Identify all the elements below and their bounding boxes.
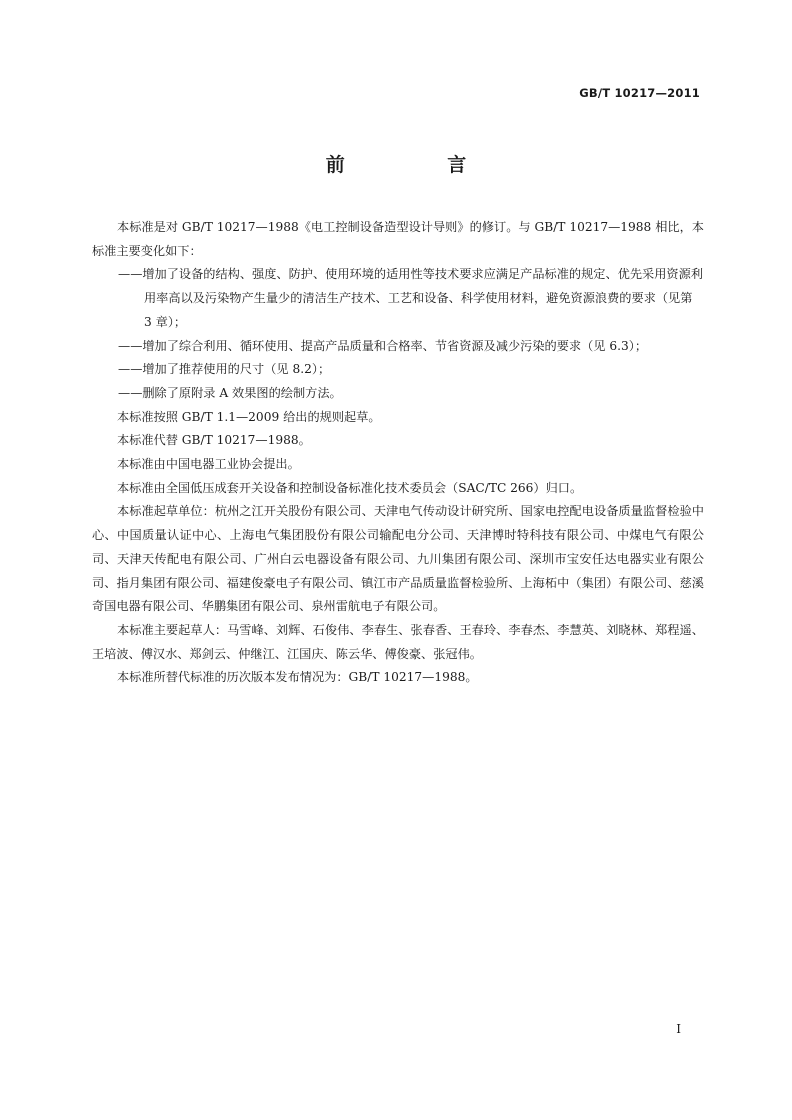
paragraph-drafters: 本标准主要起草人：马雪峰、刘辉、石俊伟、李春生、张春香、王春玲、李春杰、李慧英、刘晓林、郑程遥、王培波、傅汉水、郑剑云、仲继江、江国庆、陈云华、傅俊豪、张冠伟。 xyxy=(92,622,704,661)
document-body xyxy=(92,216,704,690)
paragraph-proposer: 本标准由中国电器工业协会提出。 xyxy=(117,457,300,472)
change-item-3: ——增加了推荐使用的尺寸（见 8.2）； xyxy=(118,362,331,377)
change-item-2: ——增加了综合利用、循环使用、提高产品质量和合格率、节省资源及减少污染的要求（见 6.3）； xyxy=(118,338,648,353)
paragraph-committee: 本标准由全国低压成套开关设备和控制设备标准化技术委员会（SAC/TC 266）归口。 xyxy=(117,480,583,495)
change-item-4: ——删除了原附录 A 效果图的绘制方法。 xyxy=(118,385,342,400)
paragraph-drafting-rules: 本标准按照 GB/T 1.1—2009 给出的规则起草。 xyxy=(117,409,381,424)
paragraph-intro: 本标准是对 GB/T 10217—1988《电工控制设备造型设计导则》的修订。与 GB/T 10217—1988 相比，本标准主要变化如下： xyxy=(92,220,704,258)
change-item-1: ——增加了设备的结构、强度、防护、使用环境的适用性等技术要求应满足产品标准的规定、优先采用资源利用率高以及污染物产生量少的清洁生产技术、工艺和设备、科学使用材料，避免资源浪费的要求（见第 3 章）； xyxy=(118,267,703,329)
paragraph-drafting-units: 本标准起草单位：杭州之江开关股份有限公司、天津电气传动设计研究所、国家电控配电设备质量监督检验中心、中国质量认证中心、上海电气集团股份有限公司输配电分公司、天津博时特科技有限公司、中煤电气有限公司、天津天传配电有限公司、广州白云电器设备有限公司、九川集团有限公司、深圳市宝安任达电器实业有限公司、指月集团有限公司、福建俊豪电子有限公司、镇江市产品质量监督检验所、上海柘中（集团）有限公司、慈溪奇国电器有限公司、华鹏集团有限公司、泉州雷航电子有限公司。 xyxy=(92,504,704,614)
page-number: I xyxy=(676,1022,681,1036)
page-title: 前 言 xyxy=(325,154,515,176)
paragraph-replaces: 本标准代替 GB/T 10217—1988。 xyxy=(117,433,311,448)
standard-code: GB/T 10217—2011 xyxy=(579,86,700,100)
paragraph-history: 本标准所替代标准的历次版本发布情况为：GB/T 10217—1988。 xyxy=(117,670,478,685)
